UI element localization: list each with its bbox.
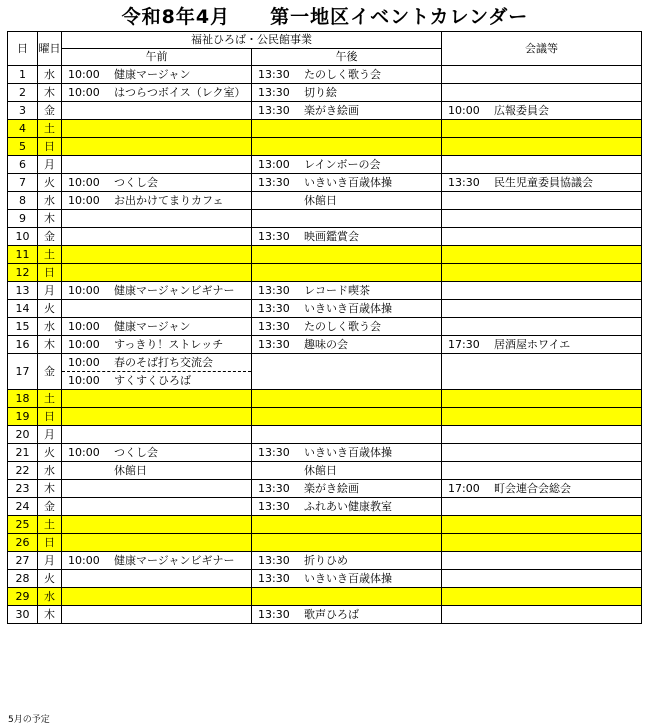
event-time: 10:00 [68, 337, 100, 351]
am-event [62, 372, 252, 390]
event-time: 10:00 [68, 193, 100, 207]
event-time: 17:30 [448, 337, 480, 351]
weekday: 月 [38, 282, 62, 300]
day-number: 27 [8, 552, 38, 570]
pm-event [252, 66, 442, 84]
am-event [62, 354, 252, 372]
day-number: 2 [8, 84, 38, 102]
am-event [62, 228, 252, 246]
pm-event [252, 462, 442, 480]
meeting-event [442, 84, 642, 102]
meeting-event [442, 102, 642, 120]
table-row [8, 444, 642, 462]
table-row [8, 534, 642, 552]
table-row [8, 246, 642, 264]
event-title: 趣味の会 [304, 337, 348, 351]
event-time: 13:30 [258, 85, 290, 99]
meeting-event [442, 462, 642, 480]
event-title: すくすくひろば [114, 373, 191, 387]
footer-note: 5月の予定 [8, 715, 50, 725]
table-row [8, 336, 642, 354]
weekday: 火 [38, 300, 62, 318]
weekday: 火 [38, 174, 62, 192]
table-row [8, 318, 642, 336]
weekday: 日 [38, 264, 62, 282]
event-title: 楽がき絵画 [304, 103, 359, 117]
event-time: 13:30 [258, 553, 290, 567]
pm-event [252, 354, 442, 390]
event-time: 13:30 [258, 175, 290, 189]
calendar-body [8, 66, 642, 624]
weekday: 月 [38, 426, 62, 444]
day-number: 11 [8, 246, 38, 264]
weekday: 金 [38, 354, 62, 390]
table-row [8, 84, 642, 102]
pm-event [252, 444, 442, 462]
event-time: 13:30 [258, 319, 290, 333]
table-row [8, 516, 642, 534]
am-event [62, 444, 252, 462]
table-row [8, 192, 642, 210]
am-event [62, 588, 252, 606]
am-event [62, 282, 252, 300]
event-title: 休館日 [304, 463, 337, 477]
event-time: 10:00 [68, 175, 100, 189]
pm-event [252, 300, 442, 318]
day-number: 15 [8, 318, 38, 336]
weekday: 金 [38, 102, 62, 120]
am-event [62, 66, 252, 84]
meeting-event [442, 282, 642, 300]
table-row [8, 264, 642, 282]
event-time: 13:30 [258, 229, 290, 243]
weekday: 木 [38, 210, 62, 228]
weekday: 金 [38, 498, 62, 516]
event-title: レインボーの会 [304, 157, 381, 171]
table-row [8, 480, 642, 498]
event-title: すっきり！ストレッチ [114, 337, 224, 351]
weekday: 水 [38, 66, 62, 84]
event-title: 休館日 [114, 463, 147, 477]
weekday: 木 [38, 336, 62, 354]
am-event [62, 426, 252, 444]
meeting-event [442, 174, 642, 192]
am-event [62, 102, 252, 120]
weekday: 水 [38, 462, 62, 480]
am-event [62, 264, 252, 282]
event-title: いきいき百歳体操 [304, 445, 392, 459]
meeting-event [442, 66, 642, 84]
table-row [8, 570, 642, 588]
header-am: 午前 [62, 49, 252, 66]
pm-event [252, 606, 442, 624]
weekday: 木 [38, 480, 62, 498]
table-row [8, 102, 642, 120]
table-row [8, 120, 642, 138]
weekday: 土 [38, 120, 62, 138]
weekday: 日 [38, 408, 62, 426]
table-row [8, 300, 642, 318]
meeting-event [442, 588, 642, 606]
pm-event [252, 480, 442, 498]
day-number: 5 [8, 138, 38, 156]
event-time: 10:00 [68, 445, 100, 459]
event-title: 春のそば打ち交流会 [114, 355, 213, 369]
pm-event [252, 498, 442, 516]
am-event [62, 156, 252, 174]
weekday: 土 [38, 516, 62, 534]
event-time: 17:00 [448, 481, 480, 495]
weekday: 木 [38, 84, 62, 102]
day-number: 24 [8, 498, 38, 516]
table-row [8, 282, 642, 300]
weekday: 日 [38, 138, 62, 156]
table-row [8, 552, 642, 570]
day-number: 8 [8, 192, 38, 210]
header-day: 日 [8, 32, 38, 66]
table-row [8, 606, 642, 624]
event-time: 13:30 [258, 283, 290, 297]
event-time: 10:00 [68, 283, 100, 297]
event-title: 健康マージャン [114, 67, 191, 81]
am-event [62, 318, 252, 336]
event-time: 10:00 [68, 373, 100, 387]
weekday: 水 [38, 588, 62, 606]
event-title: つくし会 [114, 175, 158, 189]
meeting-event [442, 192, 642, 210]
day-number: 30 [8, 606, 38, 624]
am-event [62, 498, 252, 516]
day-number: 16 [8, 336, 38, 354]
event-title: たのしく歌う会 [304, 67, 381, 81]
header-row [8, 32, 642, 49]
pm-event [252, 426, 442, 444]
pm-event [252, 210, 442, 228]
meeting-event [442, 246, 642, 264]
event-title: 折りひめ [304, 553, 348, 567]
pm-event [252, 282, 442, 300]
pm-event [252, 570, 442, 588]
header-pm: 午後 [252, 49, 442, 66]
am-event [62, 192, 252, 210]
event-time: 13:30 [258, 103, 290, 117]
event-title: つくし会 [114, 445, 158, 459]
event-time: 13:00 [258, 157, 290, 171]
weekday: 火 [38, 444, 62, 462]
event-time: 13:30 [258, 481, 290, 495]
table-row [8, 138, 642, 156]
am-event [62, 516, 252, 534]
weekday: 日 [38, 534, 62, 552]
am-event [62, 570, 252, 588]
header-meeting: 会議等 [442, 32, 642, 66]
meeting-event [442, 444, 642, 462]
day-number: 7 [8, 174, 38, 192]
event-time: 10:00 [448, 103, 480, 117]
event-title: 居酒屋ホワイエ [494, 337, 571, 351]
event-title: 映画鑑賞会 [304, 229, 359, 243]
meeting-event [442, 120, 642, 138]
table-row [8, 426, 642, 444]
event-calendar-table [7, 31, 642, 624]
table-row [8, 408, 642, 426]
am-event [62, 246, 252, 264]
weekday: 水 [38, 192, 62, 210]
pm-event [252, 84, 442, 102]
pm-event [252, 552, 442, 570]
day-number: 18 [8, 390, 38, 408]
day-number: 6 [8, 156, 38, 174]
event-title: 町会連合会総会 [494, 481, 571, 495]
day-number: 26 [8, 534, 38, 552]
am-event [62, 84, 252, 102]
day-number: 12 [8, 264, 38, 282]
meeting-event [442, 318, 642, 336]
table-row [8, 228, 642, 246]
day-number: 19 [8, 408, 38, 426]
meeting-event [442, 210, 642, 228]
pm-event [252, 192, 442, 210]
am-event [62, 300, 252, 318]
meeting-event [442, 408, 642, 426]
event-time: 13:30 [258, 499, 290, 513]
pm-event [252, 534, 442, 552]
pm-event [252, 318, 442, 336]
event-time: 13:30 [258, 445, 290, 459]
day-number: 20 [8, 426, 38, 444]
event-title: いきいき百歳体操 [304, 301, 392, 315]
event-time: 10:00 [68, 319, 100, 333]
am-event [62, 138, 252, 156]
table-row [8, 354, 642, 372]
meeting-event [442, 516, 642, 534]
weekday: 土 [38, 246, 62, 264]
weekday: 水 [38, 318, 62, 336]
table-row [8, 66, 642, 84]
meeting-event [442, 354, 642, 390]
pm-event [252, 264, 442, 282]
am-event [62, 552, 252, 570]
table-row [8, 498, 642, 516]
pm-event [252, 138, 442, 156]
event-time: 13:30 [258, 301, 290, 315]
day-number: 25 [8, 516, 38, 534]
weekday: 土 [38, 390, 62, 408]
am-event [62, 408, 252, 426]
event-title: たのしく歌う会 [304, 319, 381, 333]
event-title: 民生児童委員協議会 [494, 175, 593, 189]
event-title: はつらつボイス（レク室） [114, 85, 246, 99]
event-title: いきいき百歳体操 [304, 175, 392, 189]
day-number: 21 [8, 444, 38, 462]
am-event [62, 606, 252, 624]
day-number: 13 [8, 282, 38, 300]
meeting-event [442, 264, 642, 282]
meeting-event [442, 336, 642, 354]
event-time: 13:30 [448, 175, 480, 189]
meeting-event [442, 138, 642, 156]
event-title: 健康マージャンビギナー [114, 283, 235, 297]
event-title: 健康マージャンビギナー [114, 553, 235, 567]
pm-event [252, 246, 442, 264]
weekday: 火 [38, 570, 62, 588]
pm-event [252, 156, 442, 174]
meeting-event [442, 498, 642, 516]
pm-event [252, 174, 442, 192]
day-number: 28 [8, 570, 38, 588]
table-row [8, 174, 642, 192]
page-title: 令和8年4月 第一地区イベントカレンダー [121, 6, 529, 28]
day-number: 1 [8, 66, 38, 84]
event-time: 13:30 [258, 571, 290, 585]
pm-event [252, 336, 442, 354]
am-event [62, 462, 252, 480]
pm-event [252, 228, 442, 246]
pm-event [252, 102, 442, 120]
pm-event [252, 120, 442, 138]
weekday: 月 [38, 552, 62, 570]
event-time: 13:30 [258, 607, 290, 621]
table-row [8, 588, 642, 606]
meeting-event [442, 534, 642, 552]
meeting-event [442, 552, 642, 570]
header-weekday: 曜日 [38, 32, 62, 66]
day-number: 29 [8, 588, 38, 606]
day-number: 23 [8, 480, 38, 498]
day-number: 17 [8, 354, 38, 390]
meeting-event [442, 228, 642, 246]
meeting-event [442, 156, 642, 174]
am-event [62, 390, 252, 408]
meeting-event [442, 606, 642, 624]
am-event [62, 480, 252, 498]
event-time: 10:00 [68, 67, 100, 81]
day-number: 22 [8, 462, 38, 480]
am-event [62, 174, 252, 192]
table-row [8, 462, 642, 480]
am-event [62, 534, 252, 552]
meeting-event [442, 426, 642, 444]
event-title: レコード喫茶 [304, 283, 370, 297]
event-title: 休館日 [304, 193, 337, 207]
event-time: 13:30 [258, 337, 290, 351]
meeting-event [442, 570, 642, 588]
event-title: 広報委員会 [494, 103, 549, 117]
pm-event [252, 516, 442, 534]
event-title: 楽がき絵画 [304, 481, 359, 495]
event-title: 健康マージャン [114, 319, 191, 333]
day-number: 3 [8, 102, 38, 120]
event-time: 10:00 [68, 355, 100, 369]
pm-event [252, 588, 442, 606]
event-time: 10:00 [68, 85, 100, 99]
event-title: 歌声ひろば [304, 607, 359, 621]
event-time: 13:30 [258, 67, 290, 81]
event-title: ふれあい健康教室 [304, 499, 392, 513]
event-time: 10:00 [68, 553, 100, 567]
am-event [62, 120, 252, 138]
event-title: お出かけてまりカフェ [114, 193, 224, 207]
pm-event [252, 408, 442, 426]
day-number: 9 [8, 210, 38, 228]
table-row [8, 210, 642, 228]
pm-event [252, 390, 442, 408]
meeting-event [442, 300, 642, 318]
event-title: 切り絵 [304, 85, 337, 99]
table-row [8, 390, 642, 408]
table-row [8, 156, 642, 174]
meeting-event [442, 390, 642, 408]
day-number: 14 [8, 300, 38, 318]
header-group: 福祉ひろば・公民館事業 [62, 32, 442, 49]
weekday: 月 [38, 156, 62, 174]
am-event [62, 336, 252, 354]
am-event [62, 210, 252, 228]
weekday: 木 [38, 606, 62, 624]
meeting-event [442, 480, 642, 498]
day-number: 10 [8, 228, 38, 246]
day-number: 4 [8, 120, 38, 138]
weekday: 金 [38, 228, 62, 246]
event-title: いきいき百歳体操 [304, 571, 392, 585]
